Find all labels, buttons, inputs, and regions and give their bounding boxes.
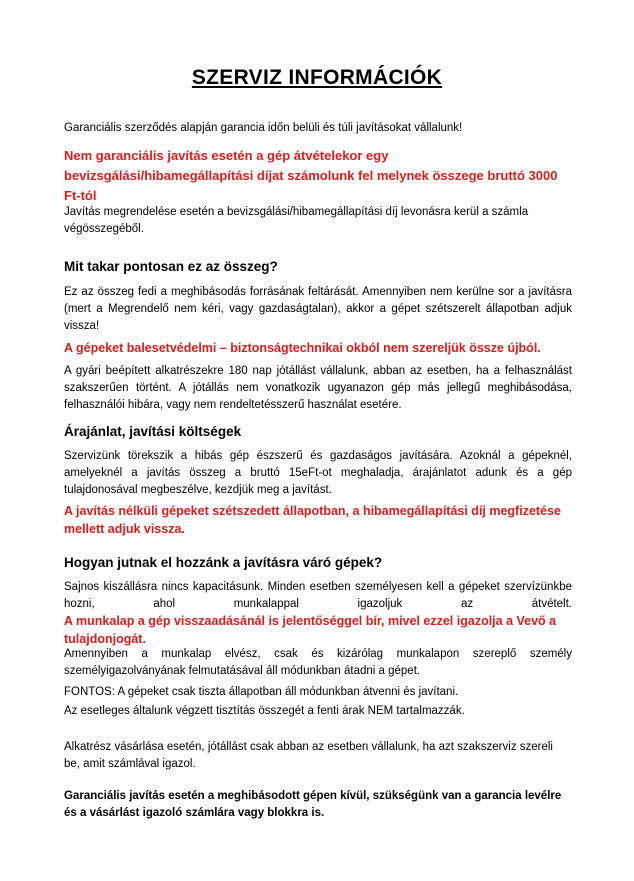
cleaning-cost-text: Az esetleges általunk végzett tisztítás összegét a fenti árak NEM tartalmazzák.	[64, 705, 465, 717]
parts-warranty-text: Alkatrész vásárlása esetén, jótállást csak abban az esetben vállalunk, ha azt szakszerviz szereli be, amit számlával igazol.	[64, 741, 553, 770]
section-quote-text: Szervizünk törekszik a hibás gép észszerű és gazdaságos javítására. Azoknál a gépeknél, amelyeknél a javítás összeg a bruttó 15eFt-ot meghaladja, árajánlatot adunk és a gép tulajdonosával megbeszélve, kezdjük meg a javítást.	[64, 450, 572, 496]
section-heading-what-covers: Mit takar pontosan ez az összeg?	[64, 259, 278, 274]
section-what-covers-text: Ez az összeg fedi a meghibásodás forrásának feltárását. Amennyiben nem kerülne sor a javításra (mert a Megrendelő nem kéri, vagy gazdaságtalan), akkor a gépet szétszerelt állapotban adjuk vissza!	[64, 286, 572, 332]
section-delivery-text: Sajnos kiszállásra nincs kapacitásunk. Minden esetben személyesen kell a gépeket szervízünkbe hozni, ahol munkalappal igazoljuk az átvételt.	[64, 581, 572, 610]
lost-worksheet-text: Amennyiben a munkalap elvész, csak és kizárólag munkalapon szereplő személy személyigazolványának felmutatásával áll módunkban átadni a gépet.	[64, 648, 572, 677]
worksheet-warning: A munkalap a gép visszaadásánál is jelentőséggel bír, mivel ezzel igazolja a Vevő a tulajdonjogát.	[64, 614, 557, 646]
section-heading-delivery: Hogyan jutnak el hozzánk a javításra váró gépek?	[64, 555, 383, 570]
page-title: SZERVIZ INFORMÁCIÓK	[191, 66, 443, 89]
safety-warning: A gépeket balesetvédelmi – biztonságtechnikai okból nem szereljük össze újból.	[64, 341, 541, 355]
unrepaired-warning: A javítás nélküli gépeket szétszedett állapotban, a hibamegállapítási díj megfizetése mellett adjuk vissza.	[64, 504, 561, 536]
intro-text: Garanciális szerződés alapján garancia időn belüli és túli javításokat vállalunk!	[64, 122, 463, 134]
important-clean-text: FONTOS: A gépeket csak tiszta állapotban áll módunkban átvenni és javítani.	[64, 686, 459, 698]
fee-deduction-text: Javítás megrendelése esetén a bevizsgálási/hibamegállapítási díj levonásra kerül a számla végösszegéből.	[64, 206, 529, 235]
section-heading-quote: Árajánlat, javítási költségek	[64, 424, 242, 439]
warranty-text: A gyári beépített alkatrészekre 180 nap jótállást vállalunk, abban az esetben, ha a felhasználást szakszerűen történt. A jótállás nem vonatkozik ugyanazon gép más jellegű meghibásodása, felhasználói hibára, vagy nem rendeltetésszerű használat esetére.	[64, 365, 572, 411]
fee-notice: Nem garanciális javítás esetén a gép átvételekor egy bevizsgálási/hibamegállapítási díjat számolunk fel melynek összege bruttó 3000 Ft-tól	[64, 148, 558, 203]
guarantee-documents-text: Garanciális javítás esetén a meghibásodott gépen kívül, szükségünk van a garancia levélre és a vásárlást igazoló számlára vagy blokkra is.	[64, 790, 562, 819]
